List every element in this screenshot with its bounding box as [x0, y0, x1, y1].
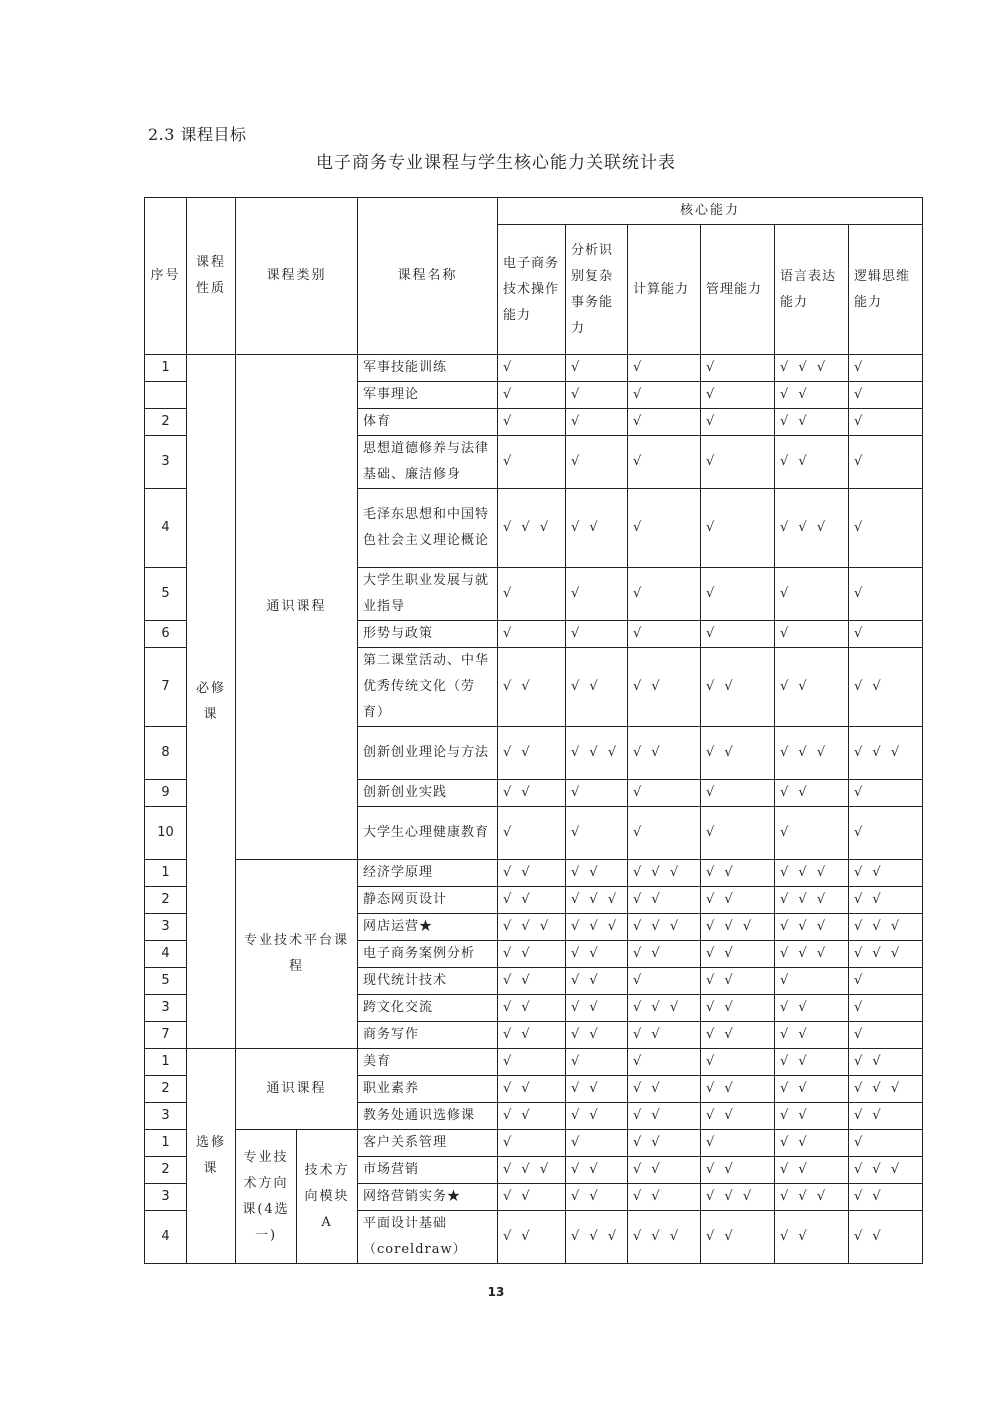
seq-cell: 4 [145, 1211, 187, 1264]
ability-mark-cell: √ [849, 1130, 923, 1157]
ability-mark-cell: √ √ [775, 382, 849, 409]
ability-mark-cell: √ √ [628, 1103, 701, 1130]
ability-mark-cell: √ √ [628, 1022, 701, 1049]
course-name-cell: 跨文化交流 [358, 995, 498, 1022]
seq-cell: 3 [145, 995, 187, 1022]
ability-mark-cell: √ [628, 780, 701, 807]
seq-cell: 8 [145, 727, 187, 780]
ability-mark-cell: √ [628, 436, 701, 489]
ability-mark-cell: √ [566, 436, 628, 489]
ability-mark-cell: √ [628, 807, 701, 860]
seq-cell: 2 [145, 887, 187, 914]
ability-mark-cell: √ √ √ [775, 727, 849, 780]
ability-mark-cell: √ √ [566, 648, 628, 727]
ability-mark-cell: √ √ [701, 1157, 775, 1184]
ability-mark-cell: √ √ [498, 968, 566, 995]
ability-mark-cell: √ √ [775, 409, 849, 436]
header-row [145, 198, 923, 225]
ability-mark-cell: √ [701, 1049, 775, 1076]
ability-mark-cell: √ √ [701, 648, 775, 727]
ability-mark-cell: √ √ [566, 1022, 628, 1049]
ability-mark-cell: √ [849, 780, 923, 807]
ability-mark-cell: √ √ √ [701, 914, 775, 941]
ability-mark-cell: √ √ [775, 780, 849, 807]
group-general-elective: 通识课程 [236, 1049, 358, 1130]
ability-mark-cell: √ √ [628, 1076, 701, 1103]
seq-cell: 4 [145, 489, 187, 568]
ability-mark-cell: √ [849, 968, 923, 995]
page-number: 13 [487, 1285, 505, 1299]
ability-mark-cell: √ √ [498, 727, 566, 780]
ability-mark-cell: √ [775, 568, 849, 621]
ability-mark-cell: √ √ [775, 1103, 849, 1130]
ability-mark-cell: √ √ [701, 995, 775, 1022]
seq-cell: 7 [145, 648, 187, 727]
ability-mark-cell: √ [849, 382, 923, 409]
ability-mark-cell: √ √ √ [628, 914, 701, 941]
ability-mark-cell: √ √ [566, 1103, 628, 1130]
ability-mark-cell: √ √ [566, 968, 628, 995]
ability-mark-cell: √ √ [849, 860, 923, 887]
ability-mark-cell: √ [849, 995, 923, 1022]
ability-mark-cell: √ [566, 568, 628, 621]
ability-mark-cell: √ [498, 436, 566, 489]
course-row [145, 355, 923, 382]
ability-mark-cell: √ [566, 621, 628, 648]
seq-cell: 3 [145, 1184, 187, 1211]
ability-mark-cell: √ √ √ [566, 727, 628, 780]
ability-mark-cell: √ [628, 621, 701, 648]
ability-mark-cell: √ [498, 807, 566, 860]
ability-mark-cell: √ √ [701, 941, 775, 968]
ability-mark-cell: √ [849, 409, 923, 436]
seq-cell: 1 [145, 355, 187, 382]
course-name-cell: 第二课堂活动、中华优秀传统文化（劳育） [358, 648, 498, 727]
ability-mark-cell: √ √ [498, 1211, 566, 1264]
seq-cell: 1 [145, 1049, 187, 1076]
section-heading: 2.3 课程目标 [148, 125, 247, 144]
ability-mark-cell: √ √ [628, 887, 701, 914]
ability-mark-cell: √ √ √ [628, 860, 701, 887]
ability-mark-cell: √ √ [566, 941, 628, 968]
ability-mark-cell: √ [701, 568, 775, 621]
ability-mark-cell: √ √ √ [849, 941, 923, 968]
header-nature: 课程性质 [187, 198, 236, 355]
ability-mark-cell: √ √ [566, 489, 628, 568]
ability-mark-cell: √ √ [566, 1076, 628, 1103]
ability-mark-cell: √ √ √ [849, 914, 923, 941]
header-ability: 计算能力 [628, 225, 701, 355]
ability-mark-cell: √ √ [775, 995, 849, 1022]
ability-mark-cell: √ [628, 409, 701, 436]
ability-mark-cell: √ √ √ [849, 1076, 923, 1103]
ability-mark-cell: √ √ [775, 1130, 849, 1157]
group-general: 通识课程 [236, 355, 358, 860]
course-name-cell: 大学生职业发展与就业指导 [358, 568, 498, 621]
ability-mark-cell: √ √ [775, 1076, 849, 1103]
group-module: 技术方向模块A [297, 1130, 358, 1264]
course-name-cell: 电子商务案例分析 [358, 941, 498, 968]
ability-mark-cell: √ √ [849, 1211, 923, 1264]
table-title: 电子商务专业课程与学生核心能力关联统计表 [316, 153, 676, 173]
seq-cell: 2 [145, 1157, 187, 1184]
ability-mark-cell: √ [628, 382, 701, 409]
course-row [145, 860, 923, 887]
header-seq: 序号 [145, 198, 187, 355]
ability-mark-cell: √ [498, 1049, 566, 1076]
ability-mark-cell: √ [566, 382, 628, 409]
header-category: 课程类别 [236, 198, 358, 355]
ability-mark-cell: √ √ [628, 727, 701, 780]
ability-mark-cell: √ √ [498, 1076, 566, 1103]
ability-mark-cell: √ [701, 489, 775, 568]
ability-mark-cell: √ √ [498, 887, 566, 914]
ability-mark-cell: √ √ √ [775, 914, 849, 941]
ability-mark-cell: √ [498, 621, 566, 648]
ability-mark-cell: √ [849, 489, 923, 568]
ability-mark-cell: √ [566, 780, 628, 807]
seq-cell: 7 [145, 1022, 187, 1049]
ability-mark-cell: √ [849, 807, 923, 860]
ability-mark-cell: √ [849, 621, 923, 648]
ability-mark-cell: √ √ [498, 1022, 566, 1049]
course-name-cell: 市场营销 [358, 1157, 498, 1184]
course-name-cell: 职业素养 [358, 1076, 498, 1103]
ability-mark-cell: √ √ [628, 1130, 701, 1157]
ability-mark-cell: √ [849, 568, 923, 621]
ability-mark-cell: √ [566, 1049, 628, 1076]
ability-mark-cell: √ [498, 355, 566, 382]
ability-mark-cell: √ √ [775, 648, 849, 727]
ability-mark-cell: √ √ [701, 860, 775, 887]
course-name-cell: 形势与政策 [358, 621, 498, 648]
header-ability: 电子商务技术操作能力 [498, 225, 566, 355]
ability-mark-cell: √ √ [628, 941, 701, 968]
ability-mark-cell: √ √ √ [775, 941, 849, 968]
ability-mark-cell: √ [701, 355, 775, 382]
ability-mark-cell: √ [566, 807, 628, 860]
ability-mark-cell: √ √ [498, 648, 566, 727]
seq-cell: 4 [145, 941, 187, 968]
ability-mark-cell: √ √ [775, 1022, 849, 1049]
ability-mark-cell: √ [566, 409, 628, 436]
ability-mark-cell: √ √ [498, 780, 566, 807]
ability-mark-cell: √ √ √ [566, 887, 628, 914]
ability-mark-cell: √ √ √ [498, 1157, 566, 1184]
header-ability: 语言表达能力 [775, 225, 849, 355]
ability-mark-cell: √ [701, 780, 775, 807]
group-platform: 专业技术平台课程 [236, 860, 358, 1049]
ability-mark-cell: √ √ √ [566, 1211, 628, 1264]
header-ability: 逻辑思维能力 [849, 225, 923, 355]
ability-mark-cell: √ [701, 621, 775, 648]
ability-mark-cell: √ [775, 807, 849, 860]
seq-cell: 6 [145, 621, 187, 648]
header-ability: 分析识别复杂事务能力 [566, 225, 628, 355]
seq-cell [145, 382, 187, 409]
seq-cell: 5 [145, 968, 187, 995]
course-name-cell: 经济学原理 [358, 860, 498, 887]
course-name-cell: 大学生心理健康教育 [358, 807, 498, 860]
ability-mark-cell: √ √ [849, 1103, 923, 1130]
course-name-cell: 创新创业理论与方法 [358, 727, 498, 780]
ability-mark-cell: √ √ √ [566, 914, 628, 941]
ability-mark-cell: √ √ √ [775, 887, 849, 914]
ability-mark-cell: √ [498, 1130, 566, 1157]
course-name-cell: 体育 [358, 409, 498, 436]
header-core-ability: 核心能力 [498, 198, 923, 225]
course-name-cell: 美育 [358, 1049, 498, 1076]
ability-mark-cell: √ √ [775, 1157, 849, 1184]
ability-mark-cell: √ √ √ [775, 489, 849, 568]
ability-mark-cell: √ √ [701, 968, 775, 995]
ability-mark-cell: √ √ [566, 860, 628, 887]
ability-mark-cell: √ √ [628, 1157, 701, 1184]
seq-cell: 2 [145, 1076, 187, 1103]
seq-cell: 1 [145, 860, 187, 887]
ability-mark-cell: √ [566, 1130, 628, 1157]
seq-cell: 3 [145, 1103, 187, 1130]
ability-mark-cell: √ √ [566, 1184, 628, 1211]
ability-mark-cell: √ [849, 436, 923, 489]
ability-mark-cell: √ √ [701, 1022, 775, 1049]
ability-mark-cell: √ [701, 409, 775, 436]
ability-mark-cell: √ [498, 382, 566, 409]
ability-mark-cell: √ √ [701, 1103, 775, 1130]
ability-mark-cell: √ √ [701, 1076, 775, 1103]
ability-mark-cell: √ √ √ [775, 1184, 849, 1211]
ability-mark-cell: √ √ [849, 648, 923, 727]
header-course-name: 课程名称 [358, 198, 498, 355]
ability-mark-cell: √ [701, 382, 775, 409]
ability-mark-cell: √ [628, 1049, 701, 1076]
ability-mark-cell: √ √ [775, 1211, 849, 1264]
course-name-cell: 平面设计基础（coreldraw） [358, 1211, 498, 1264]
ability-mark-cell: √ √ [849, 887, 923, 914]
ability-mark-cell: √ [775, 621, 849, 648]
course-name-cell: 静态网页设计 [358, 887, 498, 914]
course-name-cell: 网店运营★ [358, 914, 498, 941]
seq-cell: 2 [145, 409, 187, 436]
course-name-cell: 军事理论 [358, 382, 498, 409]
course-row [145, 1130, 923, 1157]
course-name-cell: 毛泽东思想和中国特色社会主义理论概论 [358, 489, 498, 568]
ability-mark-cell: √ √ √ [628, 995, 701, 1022]
ability-mark-cell: √ [628, 568, 701, 621]
course-name-cell: 现代统计技术 [358, 968, 498, 995]
ability-mark-cell: √ [566, 355, 628, 382]
ability-mark-cell: √ √ [498, 995, 566, 1022]
seq-cell: 9 [145, 780, 187, 807]
ability-mark-cell: √ √ [849, 1049, 923, 1076]
ability-mark-cell: √ √ [628, 648, 701, 727]
ability-mark-cell: √ [849, 1022, 923, 1049]
group-direction: 专业技术方向课(4选一) [236, 1130, 297, 1264]
header-ability: 管理能力 [701, 225, 775, 355]
course-row [145, 1049, 923, 1076]
ability-mark-cell: √ √ √ [849, 1157, 923, 1184]
ability-mark-cell: √ √ [775, 1049, 849, 1076]
ability-mark-cell: √ √ √ [628, 1211, 701, 1264]
course-name-cell: 创新创业实践 [358, 780, 498, 807]
group-required: 必修课 [187, 355, 236, 1049]
ability-mark-cell: √ √ √ [775, 860, 849, 887]
seq-cell: 1 [145, 1130, 187, 1157]
seq-cell: 10 [145, 807, 187, 860]
ability-mark-cell: √ √ √ [775, 355, 849, 382]
ability-mark-cell: √ √ [701, 1211, 775, 1264]
ability-mark-cell: √ [498, 568, 566, 621]
ability-mark-cell: √ [701, 436, 775, 489]
ability-mark-cell: √ √ √ [498, 489, 566, 568]
ability-mark-cell: √ √ √ [498, 914, 566, 941]
ability-mark-cell: √ √ [701, 887, 775, 914]
ability-mark-cell: √ √ [498, 860, 566, 887]
seq-cell: 5 [145, 568, 187, 621]
group-elective: 选修课 [187, 1049, 236, 1264]
ability-mark-cell: √ [498, 409, 566, 436]
ability-mark-cell: √ √ [498, 1184, 566, 1211]
course-name-cell: 教务处通识选修课 [358, 1103, 498, 1130]
ability-mark-cell: √ √ [498, 1103, 566, 1130]
seq-cell: 3 [145, 914, 187, 941]
ability-mark-cell: √ √ [628, 1184, 701, 1211]
ability-mark-cell: √ √ [775, 436, 849, 489]
course-name-cell: 网络营销实务★ [358, 1184, 498, 1211]
ability-mark-cell: √ √ √ [849, 727, 923, 780]
seq-cell: 3 [145, 436, 187, 489]
ability-mark-cell: √ √ [566, 1157, 628, 1184]
course-name-cell: 思想道德修养与法律基础、廉洁修身 [358, 436, 498, 489]
ability-mark-cell: √ [775, 968, 849, 995]
ability-mark-cell: √ √ √ [701, 1184, 775, 1211]
ability-mark-cell: √ [628, 489, 701, 568]
ability-mark-cell: √ [701, 807, 775, 860]
course-name-cell: 军事技能训练 [358, 355, 498, 382]
ability-mark-cell: √ [628, 355, 701, 382]
course-name-cell: 客户关系管理 [358, 1130, 498, 1157]
ability-mark-cell: √ √ [701, 727, 775, 780]
ability-mark-cell: √ √ [849, 1184, 923, 1211]
ability-mark-cell: √ [849, 355, 923, 382]
ability-mark-cell: √ √ [498, 941, 566, 968]
course-name-cell: 商务写作 [358, 1022, 498, 1049]
ability-mark-cell: √ √ [566, 995, 628, 1022]
ability-mark-cell: √ [628, 968, 701, 995]
ability-table [144, 197, 923, 1264]
ability-mark-cell: √ [701, 1130, 775, 1157]
